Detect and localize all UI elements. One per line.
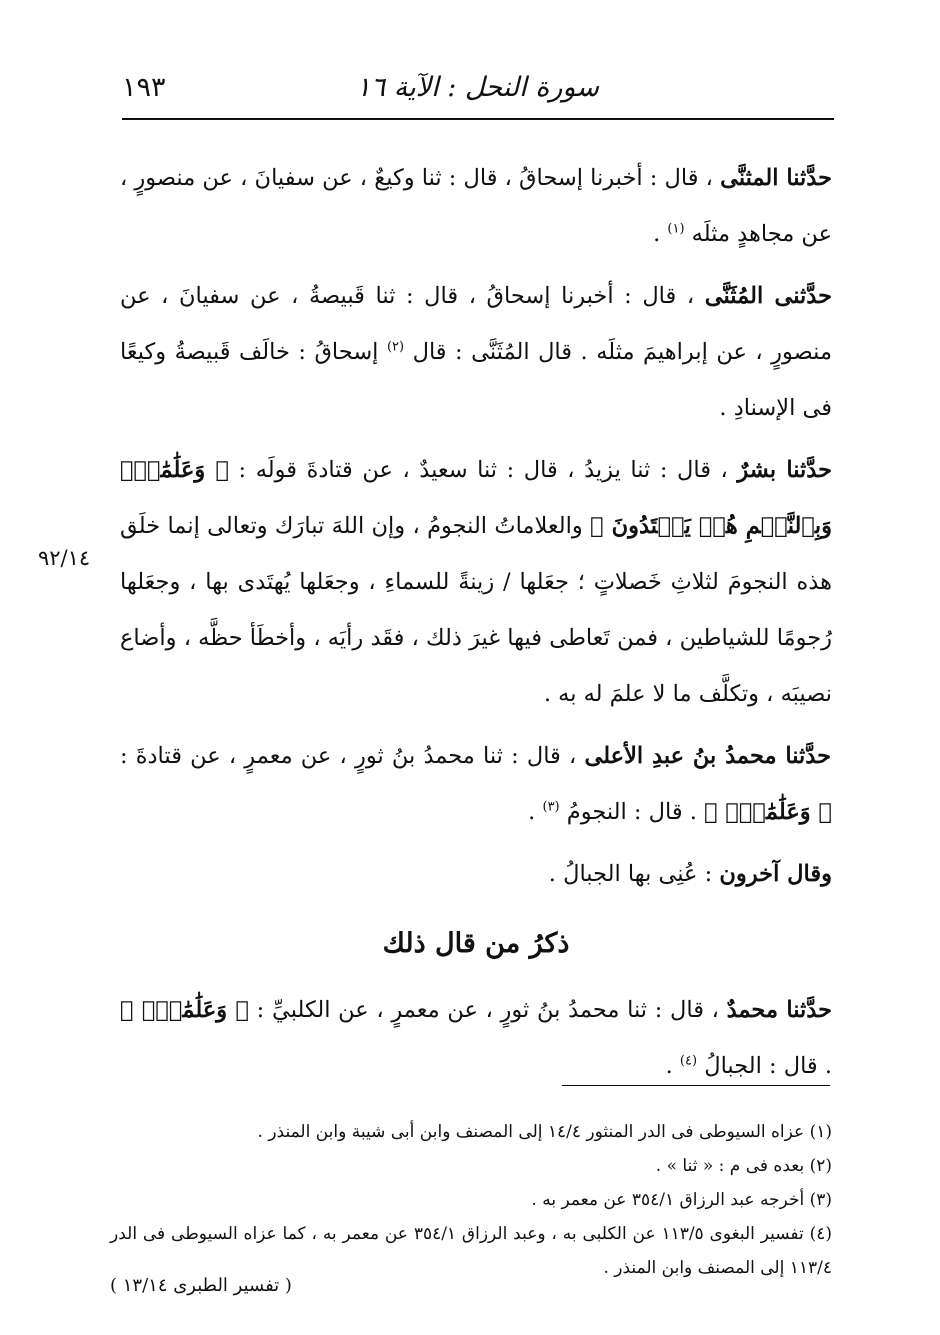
footnote-3: (٣) أخرجه عبد الرزاق ٣٥٤/١ عن معمر به . [531,1190,832,1210]
footnote-1: (١) عزاه السيوطى فى الدر المنثور ١٤/٤ إلى المصنف وابن أبى شيبة وابن المنذر . [257,1122,832,1142]
paragraph-mid: . قال : النجومُ [566,799,697,825]
footnote-2: (٢) بعده فى م : « ثنا » . [655,1156,832,1176]
footnote-ref: (٤) [679,1053,698,1069]
quran-quote: ﴿ وَعَلَٰمَٰتٍۚ ﴾ [120,997,249,1023]
section-heading: ذكرُ من قال ذلك [382,928,570,959]
paragraph-end: . [665,1053,673,1079]
footnote-ref: (١) [667,221,685,237]
paragraph-end: . [528,799,536,825]
paragraph-end: والعلاماتُ النجومُ ، وإن اللهَ تبارَك وتعالى إنما خلَق هذه النجومَ لثلاثِ خَصلاتٍ ؛ جعَلها / زينةً للسماءِ ، وجعَلها يُهتَدى بها ، وجعَلها رُجومًا للشياطين ، فمن تَعاطى فيها غيرَ ذلك ، فقَد رأيَه ، وأخطَأ حظَّه ، وأضاع نصيبَه ، وتكلَّف ما لا علمَ له به . [120,513,832,707]
paragraph-1 [120,150,832,262]
paragraph-mid: . قال : الجبالُ [704,1053,832,1079]
isnad-lead: حدَّثنى المُثَنَّى [704,283,832,309]
paragraph-text: ، قال : ثنا محمدُ بنُ ثورٍ ، عن معمرٍ ، عن قتادةَ : [120,743,577,769]
paragraph-2 [120,268,832,436]
main-text [120,150,832,1100]
header-rule [122,118,834,120]
paragraph-6 [120,982,832,1094]
quran-quote: ﴿ وَعَلَٰمَٰتٍۚ وَبِٱلنَّجۡمِ هُمۡ يَهۡتَدُونَ ﴾ [120,457,832,539]
isnad-lead: حدَّثنا بشرٌ [737,457,832,483]
paragraph-3 [120,442,832,722]
paragraph-text: ، قال : أخبرنا إسحاقُ ، قال : ثنا وكيعٌ ، عن سفيانَ ، عن منصورٍ ، عن مجاهدٍ مثلَه [120,165,832,247]
isnad-lead: حدَّثنا محمدٌ [726,997,832,1023]
running-header [122,72,834,112]
paragraph-text: ، قال : ثنا يزيدُ ، قال : ثنا سعيدٌ ، عن قتادةَ قولَه : [229,457,728,483]
footnote-ref: (٢) [386,339,405,355]
paragraph-text: ، قال : ثنا محمدُ بنُ ثورٍ ، عن معمرٍ ، عن الكلبيِّ : [249,997,719,1023]
isnad-lead: وقال آخرون [719,861,832,887]
page-number: ١٩٣ [122,72,166,103]
footnote-ref: (٣) [542,799,560,815]
footnote-rule [562,1085,830,1086]
paragraph-text: ، قال : أخبرنا إسحاقُ ، قال : ثنا قَبيصةُ ، عن سفيانَ ، عن منصورٍ ، عن إبراهيمَ مثلَه . قال المُثَنَّى : قال [120,283,833,365]
page-footer: ( تفسير الطبرى ١٣/١٤ ) [110,1275,292,1296]
paragraph-end: . [653,221,661,247]
header-title: سورة النحل : الآية ١٦ [356,72,599,103]
isnad-lead: حدَّثنا المثنَّى [720,165,832,191]
paragraph-text: : عُنِى بها الجبالُ . [548,861,713,887]
isnad-lead: حدَّثنا محمدُ بنُ عبدِ الأعلى [584,743,831,769]
footnotes [110,1115,832,1285]
footnote-4: (٤) تفسير البغوى ١١٣/٥ عن الكلبى به ، وعبد الرزاق ٣٥٤/١ عن معمر به ، كما عزاه السيوطى فى الدر ١١٣/٤ إلى المصنف وابن المنذر . [110,1224,832,1278]
quran-quote: ﴿ وَعَلَٰمَٰتٍۚ ﴾ [704,799,832,825]
paragraph-4 [120,728,832,840]
paragraph-5 [120,846,832,902]
margin-reference: ٩٢/١٤ [38,546,91,570]
paragraph-end: إسحاقُ : خالَف قَبيصةُ وكيعًا فى الإسنادِ . [120,339,832,421]
